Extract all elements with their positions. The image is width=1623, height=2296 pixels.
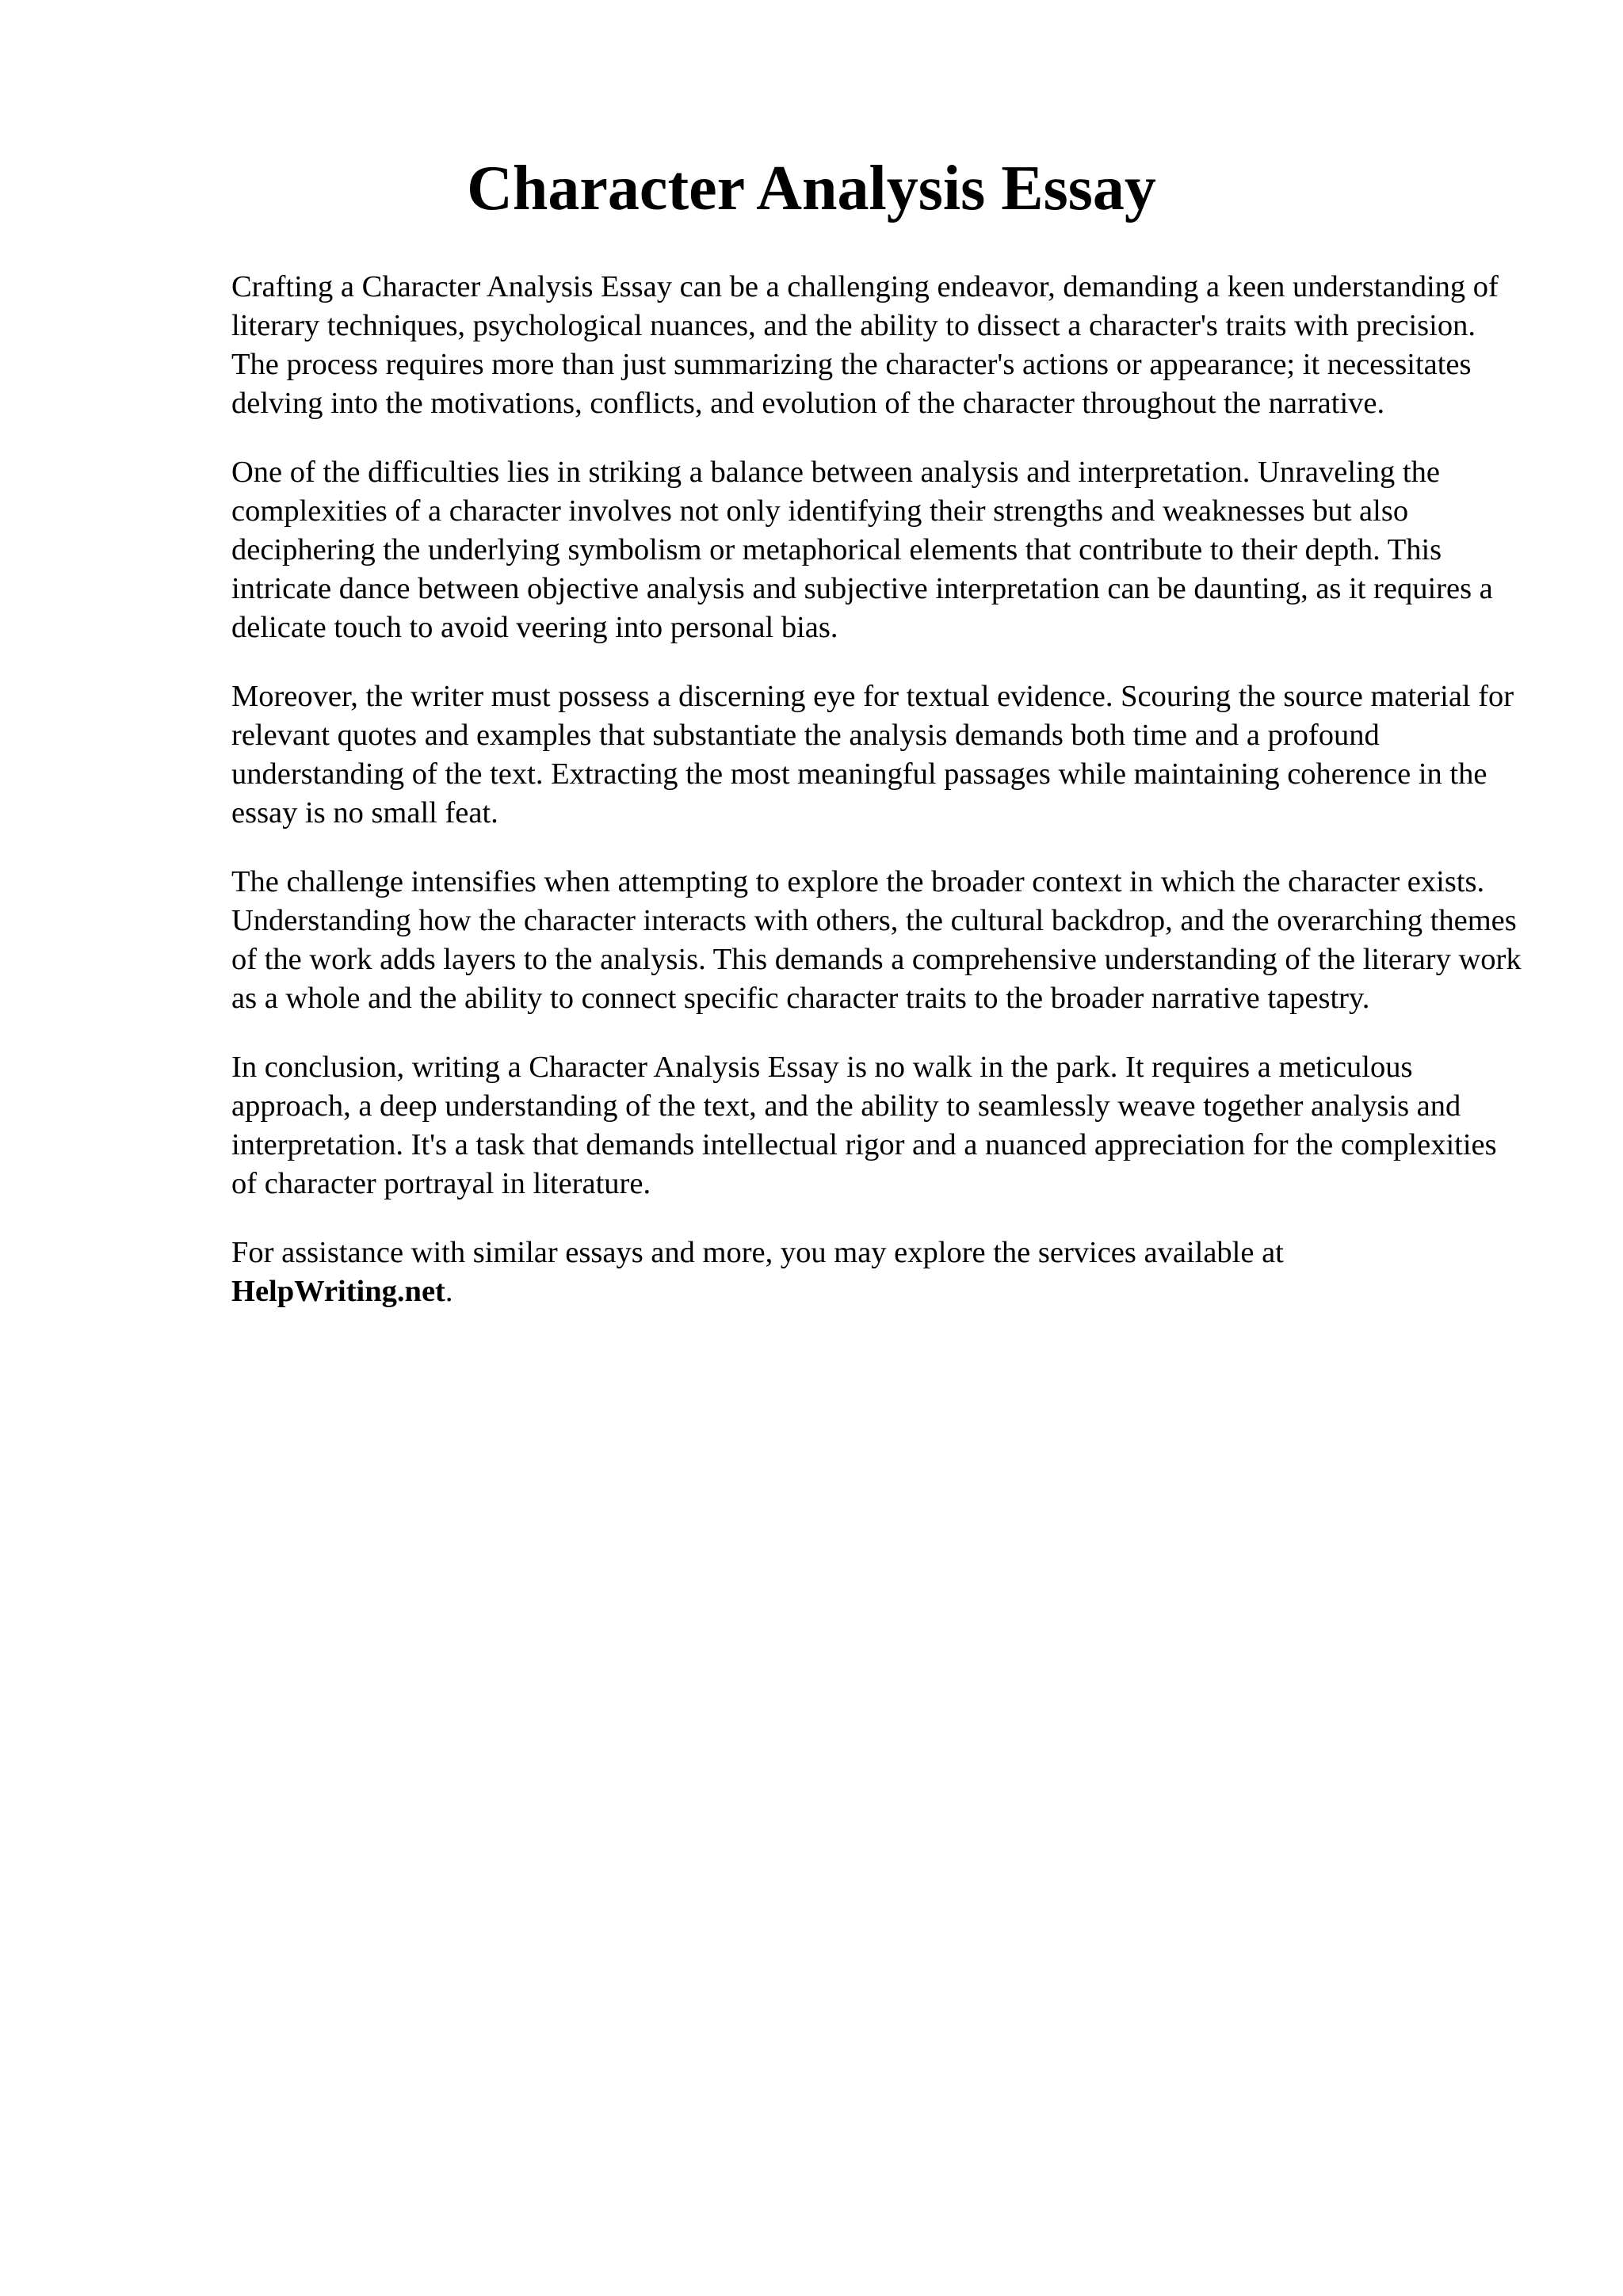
closing-text: For assistance with similar essays and more, you may explore the services available at [231, 1236, 1284, 1269]
paragraph-4: The challenge intensifies when attempting to explore the broader context in which the character exists. Understanding how the character interacts with others, the cultural backdrop, and the overarching themes of the work adds layers to the analysis. This demands a comprehensive understanding of the literary work as a whole and the ability to connect specific character traits to the broader narrative tapestry. [231, 865, 1522, 1015]
paragraph-2: One of the difficulties lies in striking a balance between analysis and interpretation. Unraveling the complexities of a character involves not only identifying their strengths and weaknesses but also deciphering the underlying symbolism or metaphorical elements that contribute to their depth. This intricate dance between objective analysis and subjective interpretation can be daunting, as it requires a delicate touch to avoid veering into personal bias. [231, 456, 1493, 644]
closing-period: . [445, 1275, 453, 1308]
paragraph-5: In conclusion, writing a Character Analysis Essay is no walk in the park. It requires a meticulous approach, a deep understanding of the text, and the ability to seamlessly weave together analysis and interpretation. It's a task that demands intellectual rigor and a nuanced appreciation for the complexities of character portrayal in literature. [231, 1051, 1497, 1200]
site-link[interactable]: HelpWriting.net [231, 1275, 445, 1308]
closing-paragraph [231, 1234, 1523, 1311]
page-title: Character Analysis Essay [467, 154, 1156, 223]
paragraph-1: Crafting a Character Analysis Essay can be a challenging endeavor, demanding a keen understanding of literary techniques, psychological nuances, and the ability to dissect a character's traits with precision. The process requires more than just summarizing the character's actions or appearance; it necessitates delving into the motivations, conflicts, and evolution of the character throughout the narrative. [231, 270, 1499, 420]
paragraph-3: Moreover, the writer must possess a discerning eye for textual evidence. Scouring the source material for relevant quotes and examples that substantiate the analysis demands both time and a profound understanding of the text. Extracting the most meaningful passages while maintaining coherence in the essay is no small feat. [231, 680, 1514, 830]
essay-body [231, 268, 1523, 1341]
